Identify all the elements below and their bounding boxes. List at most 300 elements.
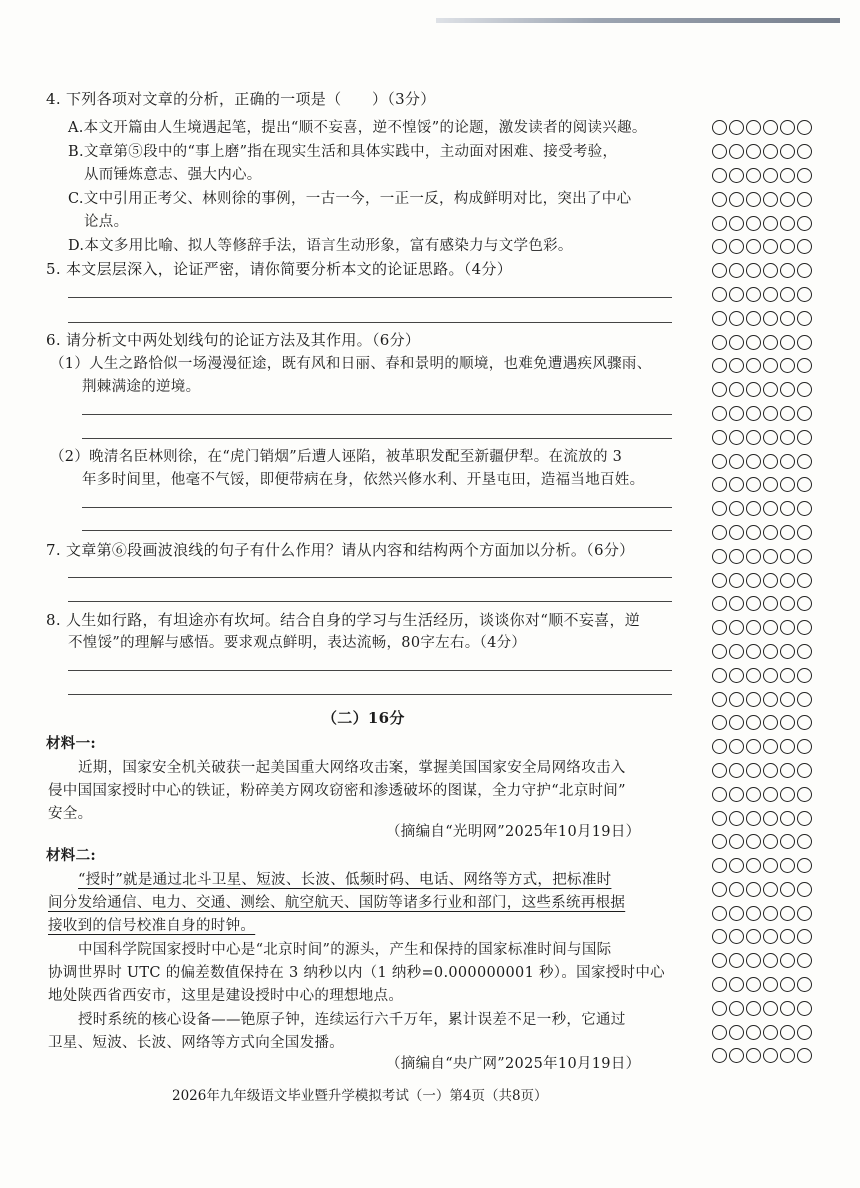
bubble-row (712, 140, 834, 164)
bubble-row (712, 306, 834, 330)
answer-bubble[interactable] (729, 335, 744, 350)
q5-stem: 5. 本文层层深入，论证严密，请你简要分析本文的论证思路。（4分） (46, 260, 513, 278)
answer-bubble[interactable] (729, 525, 744, 540)
material-1-label: 材料一: (46, 735, 97, 752)
answer-bubble[interactable] (729, 929, 744, 944)
answer-line[interactable] (68, 670, 672, 671)
answer-bubble[interactable] (780, 501, 795, 516)
answer-bubble[interactable] (780, 882, 795, 897)
answer-bubble[interactable] (780, 692, 795, 707)
answer-bubble[interactable] (712, 311, 727, 326)
answer-bubble[interactable] (797, 882, 812, 897)
answer-bubble[interactable] (780, 620, 795, 635)
bubble-row (712, 711, 834, 735)
answer-bubble[interactable] (797, 739, 812, 754)
answer-bubble[interactable] (712, 668, 727, 683)
answer-bubble[interactable] (746, 763, 761, 778)
answer-line[interactable] (68, 694, 672, 695)
material-1-text: 侵中国国家授时中心的铁证，粉碎美方网攻窃密和渗透破坏的图谋，全力守护“北京时间” (48, 783, 626, 799)
answer-bubble[interactable] (729, 192, 744, 207)
answer-bubble[interactable] (712, 882, 727, 897)
answer-line[interactable] (82, 530, 672, 531)
answer-bubble[interactable] (780, 406, 795, 421)
answer-bubble[interactable] (729, 382, 744, 397)
answer-bubble[interactable] (763, 763, 778, 778)
answer-bubble[interactable] (780, 454, 795, 469)
answer-bubble[interactable] (763, 811, 778, 826)
answer-bubble[interactable] (746, 692, 761, 707)
material-2-underlined-text: 间分发给通信、电力、交通、测绘、航空航天、国防等诸多行业和部门，这些系统再根据 (48, 895, 626, 911)
answer-bubble[interactable] (712, 763, 727, 778)
answer-bubble[interactable] (712, 596, 727, 611)
answer-bubble[interactable] (763, 168, 778, 183)
answer-bubble[interactable] (712, 715, 727, 730)
bubble-row (712, 235, 834, 259)
answer-bubble[interactable] (797, 953, 812, 968)
answer-bubble[interactable] (763, 573, 778, 588)
answer-bubble[interactable] (797, 929, 812, 944)
answer-bubble[interactable] (746, 335, 761, 350)
answer-bubble[interactable] (763, 882, 778, 897)
bubble-row (712, 116, 834, 140)
answer-bubble[interactable] (763, 525, 778, 540)
answer-bubble[interactable] (780, 953, 795, 968)
answer-bubble[interactable] (746, 525, 761, 540)
bubble-row (712, 925, 834, 949)
answer-bubble[interactable] (780, 977, 795, 992)
answer-bubble[interactable] (746, 382, 761, 397)
answer-bubble[interactable] (763, 692, 778, 707)
answer-bubble[interactable] (797, 144, 812, 159)
answer-bubble[interactable] (780, 929, 795, 944)
bubble-row (712, 449, 834, 473)
answer-bubble[interactable] (763, 406, 778, 421)
bubble-row (712, 330, 834, 354)
answer-bubble[interactable] (780, 335, 795, 350)
answer-bubble[interactable] (797, 834, 812, 849)
answer-bubble[interactable] (712, 120, 727, 135)
answer-bubble[interactable] (746, 882, 761, 897)
bubble-row (712, 497, 834, 521)
answer-bubble[interactable] (729, 1025, 744, 1040)
answer-bubble[interactable] (746, 168, 761, 183)
answer-bubble[interactable] (780, 573, 795, 588)
answer-bubble[interactable] (729, 620, 744, 635)
answer-bubble[interactable] (763, 929, 778, 944)
answer-bubble[interactable] (729, 477, 744, 492)
answer-bubble[interactable] (712, 477, 727, 492)
answer-bubble[interactable] (797, 692, 812, 707)
bubble-row (712, 283, 834, 307)
answer-bubble[interactable] (797, 382, 812, 397)
answer-bubble[interactable] (712, 382, 727, 397)
answer-bubble[interactable] (763, 335, 778, 350)
answer-bubble[interactable] (712, 168, 727, 183)
answer-bubble[interactable] (763, 834, 778, 849)
answer-bubble[interactable] (763, 263, 778, 278)
answer-bubble[interactable] (797, 263, 812, 278)
answer-bubble[interactable] (797, 216, 812, 231)
bubble-row (712, 663, 834, 687)
answer-bubble[interactable] (729, 739, 744, 754)
answer-bubble[interactable] (746, 739, 761, 754)
answer-bubble[interactable] (763, 358, 778, 373)
bubble-row (712, 378, 834, 402)
answer-bubble[interactable] (780, 168, 795, 183)
answer-bubble[interactable] (746, 596, 761, 611)
answer-bubble[interactable] (746, 192, 761, 207)
answer-bubble[interactable] (729, 239, 744, 254)
answer-bubble[interactable] (780, 858, 795, 873)
answer-bubble[interactable] (729, 287, 744, 302)
answer-bubble[interactable] (763, 501, 778, 516)
answer-bubble[interactable] (746, 430, 761, 445)
answer-bubble[interactable] (746, 787, 761, 802)
answer-bubble[interactable] (780, 787, 795, 802)
answer-bubble[interactable] (712, 192, 727, 207)
answer-bubble[interactable] (797, 406, 812, 421)
answer-bubble[interactable] (763, 858, 778, 873)
answer-bubble[interactable] (780, 192, 795, 207)
answer-bubble[interactable] (797, 811, 812, 826)
answer-bubble[interactable] (797, 1001, 812, 1016)
answer-bubble[interactable] (746, 977, 761, 992)
answer-bubble[interactable] (780, 216, 795, 231)
answer-bubble[interactable] (763, 668, 778, 683)
answer-bubble[interactable] (729, 763, 744, 778)
answer-bubble[interactable] (746, 620, 761, 635)
bubble-row (712, 973, 834, 997)
bubble-row (712, 592, 834, 616)
q4-option-b: B.文章第⑤段中的“事上磨”指在现实生活和具体实践中，主动面对困难、接受考验， (68, 144, 618, 160)
answer-bubble[interactable] (763, 382, 778, 397)
answer-bubble[interactable] (780, 906, 795, 921)
answer-bubble[interactable] (712, 525, 727, 540)
answer-bubble[interactable] (763, 549, 778, 564)
answer-bubble[interactable] (797, 977, 812, 992)
answer-bubble[interactable] (746, 549, 761, 564)
answer-bubble[interactable] (729, 216, 744, 231)
bubble-row (712, 544, 834, 568)
answer-bubble[interactable] (797, 715, 812, 730)
q4-option-c-cont: 论点。 (84, 214, 129, 230)
answer-bubble[interactable] (712, 573, 727, 588)
answer-bubble[interactable] (729, 406, 744, 421)
answer-line[interactable] (68, 601, 672, 602)
answer-bubble[interactable] (729, 787, 744, 802)
answer-bubble[interactable] (712, 858, 727, 873)
material-2-text: 协调世界时 UTC 的偏差数值保持在 3 纳秒以内（1 纳秒=0.000000001 秒）。国家授时中心 (48, 965, 665, 981)
answer-bubble[interactable] (746, 358, 761, 373)
answer-bubble[interactable] (746, 834, 761, 849)
answer-bubble[interactable] (712, 692, 727, 707)
answer-bubble[interactable] (780, 1025, 795, 1040)
answer-bubble[interactable] (712, 811, 727, 826)
answer-bubble[interactable] (746, 1048, 761, 1063)
q6-part2: （2）晚清名臣林则徐，在“虎门销烟”后遭人诬陷，被革职发配至新疆伊犁。在流放的 3 (50, 449, 623, 465)
answer-bubble[interactable] (780, 311, 795, 326)
answer-bubble[interactable] (712, 454, 727, 469)
answer-bubble[interactable] (729, 858, 744, 873)
answer-bubble[interactable] (797, 430, 812, 445)
answer-bubble[interactable] (780, 739, 795, 754)
answer-bubble[interactable] (746, 1001, 761, 1016)
answer-bubble[interactable] (729, 358, 744, 373)
answer-bubble[interactable] (729, 644, 744, 659)
answer-bubble[interactable] (712, 430, 727, 445)
bubble-row (712, 425, 834, 449)
answer-bubble[interactable] (712, 1048, 727, 1063)
answer-bubble[interactable] (729, 1001, 744, 1016)
answer-line[interactable] (68, 297, 672, 298)
answer-bubble[interactable] (712, 263, 727, 278)
answer-bubble[interactable] (797, 644, 812, 659)
answer-bubble[interactable] (780, 596, 795, 611)
answer-bubble[interactable] (729, 906, 744, 921)
bubble-row (712, 211, 834, 235)
answer-bubble[interactable] (780, 144, 795, 159)
answer-bubble[interactable] (763, 477, 778, 492)
answer-bubble[interactable] (763, 739, 778, 754)
bubble-row (712, 187, 834, 211)
answer-bubble[interactable] (780, 358, 795, 373)
answer-bubble[interactable] (797, 192, 812, 207)
bubble-row (712, 640, 834, 664)
answer-bubble[interactable] (746, 858, 761, 873)
answer-bubble[interactable] (763, 430, 778, 445)
q8-stem: 8. 人生如行路，有坦途亦有坎坷。结合自身的学习与生活经历，谈谈你对“顺不妄喜，逆 (46, 611, 641, 629)
answer-bubble[interactable] (797, 596, 812, 611)
answer-bubble[interactable] (797, 620, 812, 635)
answer-bubble[interactable] (797, 1025, 812, 1040)
answer-bubble[interactable] (712, 287, 727, 302)
answer-bubble[interactable] (763, 1025, 778, 1040)
answer-bubble[interactable] (746, 715, 761, 730)
answer-line[interactable] (82, 414, 672, 415)
answer-bubble[interactable] (797, 168, 812, 183)
answer-bubble[interactable] (780, 263, 795, 278)
answer-bubble[interactable] (763, 953, 778, 968)
answer-bubble[interactable] (780, 763, 795, 778)
answer-bubble[interactable] (746, 501, 761, 516)
material-2-text: 地处陕西省西安市，这里是建设授时中心的理想地点。 (48, 988, 404, 1004)
answer-bubble[interactable] (780, 1001, 795, 1016)
answer-bubble[interactable] (729, 311, 744, 326)
answer-bubble[interactable] (712, 501, 727, 516)
answer-bubble[interactable] (712, 335, 727, 350)
q4-option-d: D.本文多用比喻、拟人等修辞手法，语言生动形象，富有感染力与文学色彩。 (68, 238, 573, 254)
answer-bubble[interactable] (712, 953, 727, 968)
answer-bubble[interactable] (729, 144, 744, 159)
answer-bubble[interactable] (712, 406, 727, 421)
answer-bubble[interactable] (712, 216, 727, 231)
answer-bubble[interactable] (712, 358, 727, 373)
answer-bubble[interactable] (797, 858, 812, 873)
answer-bubble[interactable] (712, 620, 727, 635)
answer-line[interactable] (82, 438, 672, 439)
answer-bubble[interactable] (797, 525, 812, 540)
material-2-text: 卫星、短波、长波、网络等方式向全国发播。 (48, 1035, 344, 1051)
answer-bubble[interactable] (746, 953, 761, 968)
q6-stem: 6. 请分析文中两处划线句的论证方法及其作用。（6分） (46, 331, 421, 349)
answer-bubble[interactable] (763, 287, 778, 302)
answer-bubble[interactable] (712, 906, 727, 921)
bubble-row (712, 854, 834, 878)
material-2-label: 材料二: (46, 847, 97, 864)
answer-bubble[interactable] (797, 477, 812, 492)
answer-bubble[interactable] (746, 263, 761, 278)
answer-bubble[interactable] (712, 1001, 727, 1016)
answer-bubble[interactable] (712, 1025, 727, 1040)
answer-bubble[interactable] (729, 501, 744, 516)
answer-bubble[interactable] (729, 668, 744, 683)
bubble-row (712, 901, 834, 925)
bubble-row (712, 806, 834, 830)
answer-bubble[interactable] (729, 1048, 744, 1063)
answer-bubble[interactable] (712, 239, 727, 254)
answer-bubble[interactable] (763, 977, 778, 992)
answer-bubble[interactable] (797, 454, 812, 469)
answer-bubble[interactable] (729, 977, 744, 992)
answer-bubble[interactable] (746, 144, 761, 159)
answer-bubble[interactable] (746, 287, 761, 302)
answer-bubble[interactable] (797, 906, 812, 921)
material-2-source: （摘编自“央广网”2025年10月19日） (386, 1056, 641, 1072)
answer-bubble[interactable] (763, 644, 778, 659)
answer-bubble[interactable] (729, 953, 744, 968)
answer-bubble[interactable] (763, 1001, 778, 1016)
answer-bubble[interactable] (729, 120, 744, 135)
answer-bubble[interactable] (797, 763, 812, 778)
q7-stem: 7. 文章第⑥段画波浪线的句子有什么作用？请从内容和结构两个方面加以分析。（6分） (46, 541, 635, 559)
bubble-row (712, 759, 834, 783)
bubble-row (712, 402, 834, 426)
answer-bubble[interactable] (780, 668, 795, 683)
answer-bubble[interactable] (780, 644, 795, 659)
answer-bubble[interactable] (729, 811, 744, 826)
answer-bubble[interactable] (746, 811, 761, 826)
answer-bubble[interactable] (746, 906, 761, 921)
answer-bubble[interactable] (746, 1025, 761, 1040)
answer-bubble[interactable] (746, 668, 761, 683)
q4-option-b-cont: 从而锤炼意志、强大内心。 (84, 167, 262, 183)
answer-bubble[interactable] (729, 692, 744, 707)
answer-bubble[interactable] (763, 454, 778, 469)
answer-bubble[interactable] (746, 573, 761, 588)
answer-bubble[interactable] (712, 144, 727, 159)
answer-bubble[interactable] (797, 787, 812, 802)
answer-bubble[interactable] (780, 1048, 795, 1063)
answer-bubble[interactable] (763, 216, 778, 231)
bubble-row (712, 164, 834, 188)
answer-bubble[interactable] (797, 668, 812, 683)
answer-bubble[interactable] (763, 239, 778, 254)
answer-bubble[interactable] (729, 715, 744, 730)
answer-bubble[interactable] (729, 573, 744, 588)
bubble-row (712, 1020, 834, 1044)
answer-bubble[interactable] (729, 168, 744, 183)
bubble-row (712, 735, 834, 759)
answer-bubble[interactable] (763, 192, 778, 207)
answer-bubble[interactable] (780, 382, 795, 397)
answer-bubble[interactable] (797, 335, 812, 350)
answer-bubble[interactable] (780, 811, 795, 826)
answer-bubble[interactable] (780, 120, 795, 135)
answer-bubble[interactable] (797, 1048, 812, 1063)
answer-bubble[interactable] (729, 549, 744, 564)
answer-bubble[interactable] (780, 549, 795, 564)
answer-bubble[interactable] (746, 644, 761, 659)
answer-bubble[interactable] (746, 311, 761, 326)
answer-bubble[interactable] (746, 120, 761, 135)
bubble-row (712, 568, 834, 592)
answer-bubble[interactable] (763, 120, 778, 135)
answer-bubble[interactable] (763, 715, 778, 730)
answer-bubble[interactable] (746, 406, 761, 421)
answer-bubble[interactable] (729, 263, 744, 278)
answer-bubble[interactable] (746, 454, 761, 469)
answer-bubble[interactable] (797, 358, 812, 373)
answer-bubble[interactable] (729, 882, 744, 897)
page-footer: 2026年九年级语文毕业暨升学模拟考试（一）第4页（共8页） (172, 1088, 548, 1104)
answer-bubble[interactable] (763, 144, 778, 159)
answer-bubble[interactable] (712, 787, 727, 802)
answer-bubble[interactable] (797, 501, 812, 516)
answer-bubble[interactable] (780, 834, 795, 849)
answer-bubble[interactable] (712, 929, 727, 944)
answer-bubble[interactable] (729, 430, 744, 445)
answer-bubble[interactable] (763, 311, 778, 326)
answer-bubble[interactable] (763, 596, 778, 611)
answer-bubble[interactable] (797, 239, 812, 254)
answer-bubble[interactable] (729, 454, 744, 469)
answer-bubble[interactable] (763, 787, 778, 802)
answer-bubble[interactable] (746, 216, 761, 231)
answer-bubble[interactable] (763, 906, 778, 921)
answer-bubble[interactable] (763, 1048, 778, 1063)
answer-bubble[interactable] (712, 834, 727, 849)
answer-bubble[interactable] (746, 929, 761, 944)
answer-bubble-column (712, 116, 834, 1068)
answer-bubble[interactable] (780, 525, 795, 540)
answer-bubble[interactable] (746, 477, 761, 492)
answer-bubble[interactable] (780, 477, 795, 492)
answer-bubble[interactable] (780, 239, 795, 254)
answer-bubble[interactable] (712, 977, 727, 992)
answer-bubble[interactable] (763, 620, 778, 635)
answer-bubble[interactable] (797, 120, 812, 135)
answer-bubble[interactable] (729, 596, 744, 611)
answer-bubble[interactable] (729, 834, 744, 849)
answer-bubble[interactable] (712, 739, 727, 754)
answer-bubble[interactable] (712, 549, 727, 564)
answer-bubble[interactable] (712, 644, 727, 659)
answer-line[interactable] (68, 322, 672, 323)
bubble-row (712, 878, 834, 902)
answer-bubble[interactable] (797, 573, 812, 588)
answer-bubble[interactable] (797, 287, 812, 302)
answer-bubble[interactable] (780, 715, 795, 730)
answer-bubble[interactable] (797, 549, 812, 564)
bubble-row (712, 996, 834, 1020)
bubble-row (712, 521, 834, 545)
answer-line[interactable] (82, 507, 672, 508)
answer-line[interactable] (68, 577, 672, 578)
answer-bubble[interactable] (797, 311, 812, 326)
answer-bubble[interactable] (780, 287, 795, 302)
answer-bubble[interactable] (746, 239, 761, 254)
answer-bubble[interactable] (780, 430, 795, 445)
